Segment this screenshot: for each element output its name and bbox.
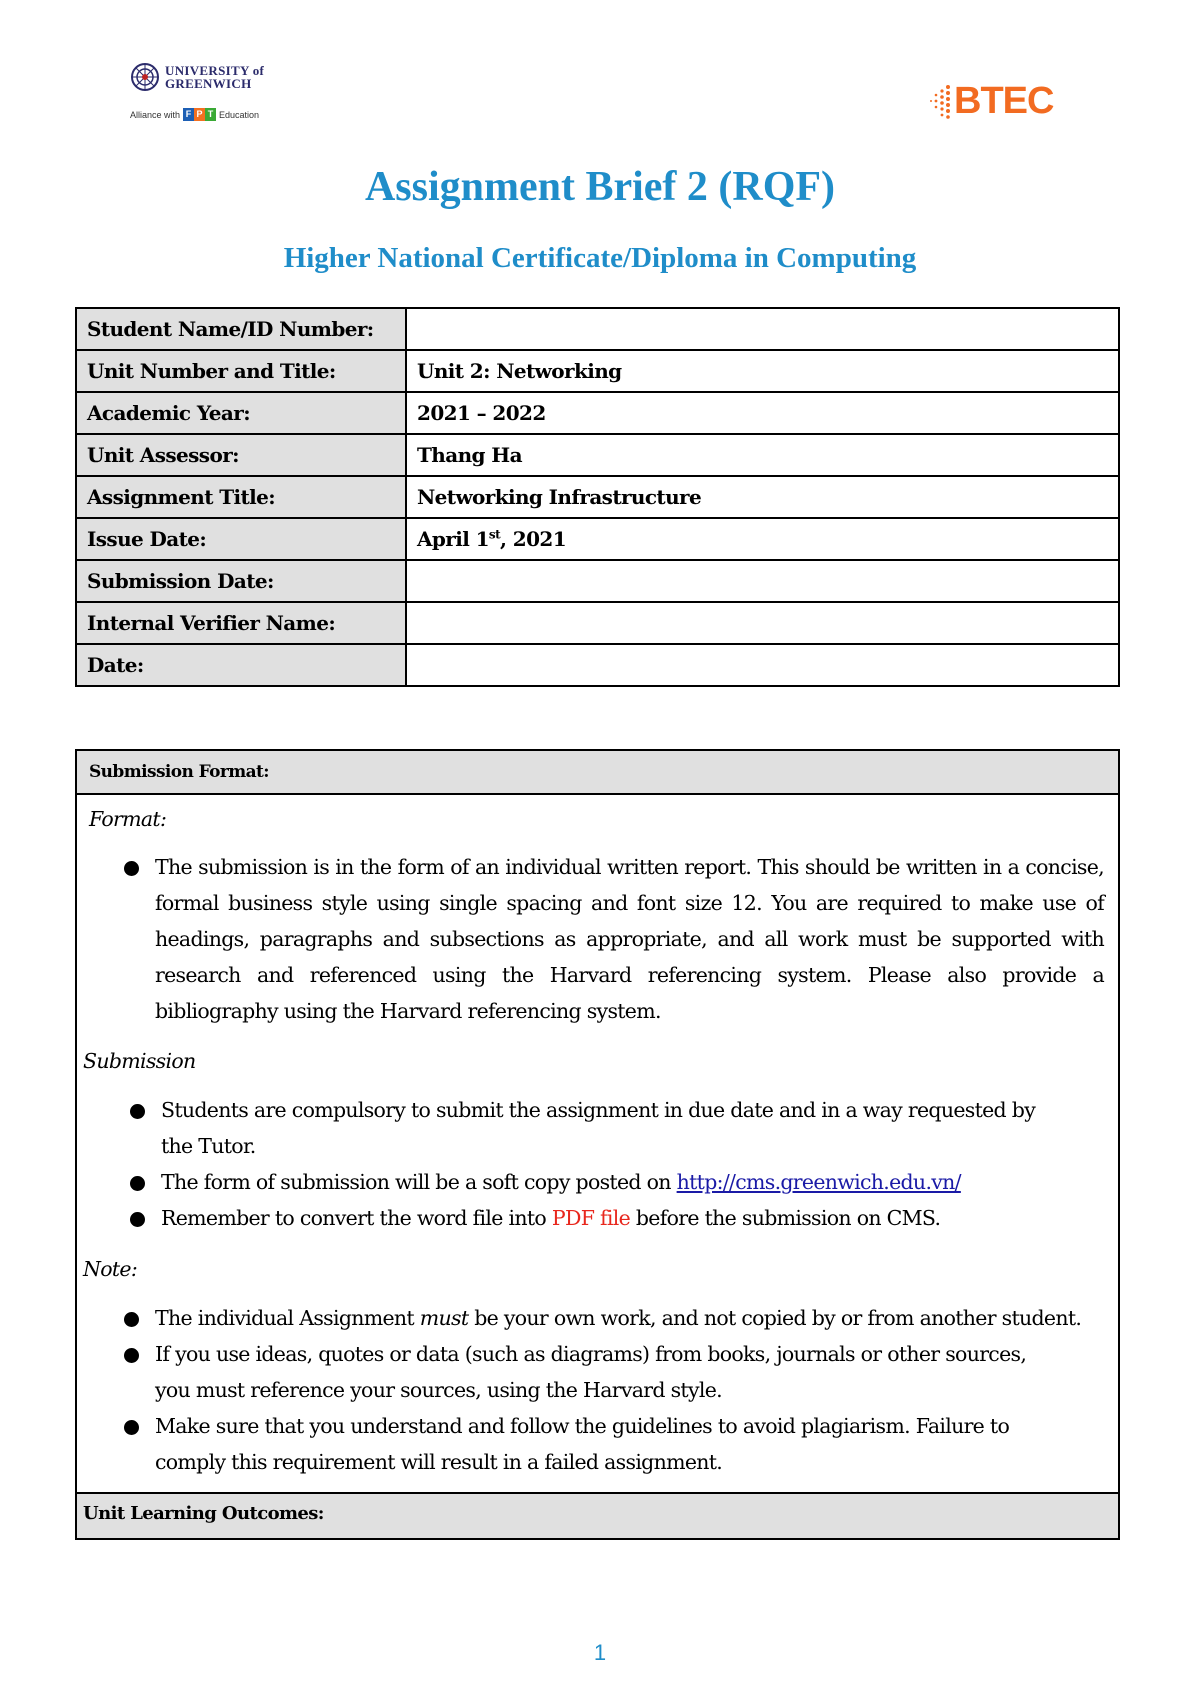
table-row	[76, 350, 1119, 392]
row-label: Submission Date:	[76, 560, 406, 602]
bullet-icon	[124, 861, 139, 876]
table-row	[76, 644, 1119, 686]
fpt-letter-t: T	[205, 108, 216, 121]
row-value: Thang Ha	[406, 434, 1119, 476]
row-label: Academic Year:	[76, 392, 406, 434]
bullet-icon	[124, 1312, 139, 1327]
cms-link[interactable]: http://cms.greenwich.edu.vn/	[676, 1170, 961, 1194]
fpt-letter-p: P	[194, 108, 205, 121]
list-item	[130, 1092, 1050, 1164]
university-greenwich-logo	[130, 62, 280, 132]
table-row	[76, 308, 1119, 350]
btec-wordmark: BTEC	[954, 80, 1054, 122]
note-bullet-text: Make sure that you understand and follow the guidelines to avoid plagiarism. Failure to comply this requirement will result in a failed assignment.	[155, 1414, 1010, 1474]
university-name	[160, 64, 264, 90]
pdf-file-highlight: PDF file	[551, 1206, 631, 1230]
row-value	[406, 644, 1119, 686]
page-number: 1	[593, 1640, 607, 1665]
alliance-prefix: Alliance with	[130, 109, 181, 120]
assignment-info-table	[75, 307, 1120, 687]
unit-learning-outcomes-heading: Unit Learning Outcomes:	[77, 1492, 1118, 1538]
page-subtitle: Higher National Certificate/Diploma in Computing	[283, 242, 917, 274]
convert-suffix: before the submission on CMS.	[630, 1206, 941, 1230]
btec-dots-icon	[928, 83, 954, 119]
alliance-line	[130, 108, 280, 121]
alliance-suffix: Education	[219, 109, 260, 120]
submission-bullet-text: Students are compulsory to submit the assignment in due date and in a way requested by the Tutor.	[161, 1098, 1036, 1158]
bullet-icon	[130, 1176, 145, 1191]
table-row	[76, 560, 1119, 602]
bullet-icon	[130, 1104, 145, 1119]
note-prefix: The individual Assignment	[155, 1306, 420, 1330]
row-value: Unit 2: Networking	[406, 350, 1119, 392]
list-item	[130, 1164, 1090, 1200]
convert-prefix: Remember to convert the word file into	[161, 1206, 552, 1230]
list-item	[124, 1336, 1064, 1408]
table-row	[76, 518, 1119, 560]
row-label: Issue Date:	[76, 518, 406, 560]
row-value	[406, 518, 1119, 560]
bullet-icon	[130, 1212, 145, 1227]
university-name-line1: UNIVERSITY of	[165, 63, 265, 78]
issue-date-year: , 2021	[500, 527, 567, 551]
table-row	[76, 392, 1119, 434]
format-bullet-text: The submission is in the form of an individual written report. This should be written in a concise, formal business style using single spacing and font size 12. You are required to make use of headings, paragraphs and subsections as appropriate, and all work must be supported with research and referenced using the Harvard referencing system. Please also provide a bibliography using the Harvard referencing system.	[155, 855, 1104, 1023]
row-value	[406, 560, 1119, 602]
fpt-letter-f: F	[183, 108, 194, 121]
table-row	[76, 476, 1119, 518]
submission-bullet-text	[161, 1164, 961, 1200]
fpt-logo	[183, 108, 216, 121]
list-item	[124, 1408, 1084, 1480]
submission-bullet-text	[161, 1200, 940, 1236]
submission-heading: Submission	[83, 1049, 196, 1073]
issue-date-suffix: st	[488, 527, 501, 542]
note-bullet-text	[155, 1300, 1081, 1336]
university-name-line2: GREENWICH	[165, 76, 252, 91]
row-label: Unit Number and Title:	[76, 350, 406, 392]
row-value	[406, 602, 1119, 644]
list-item	[124, 849, 1104, 1029]
row-value: Networking Infrastructure	[406, 476, 1119, 518]
row-label: Student Name/ID Number:	[76, 308, 406, 350]
list-item	[130, 1200, 1090, 1236]
table-row	[76, 434, 1119, 476]
row-label: Internal Verifier Name:	[76, 602, 406, 644]
page-title: Assignment Brief 2 (RQF)	[364, 164, 836, 210]
note-suffix: be your own work, and not copied by or from another student.	[468, 1306, 1082, 1330]
issue-date-main: April 1	[417, 527, 489, 551]
table-row	[76, 602, 1119, 644]
submission-format-heading: Submission Format:	[77, 751, 1118, 795]
note-heading: Note:	[83, 1257, 138, 1281]
list-item	[124, 1300, 1104, 1336]
row-label: Assignment Title:	[76, 476, 406, 518]
university-crest-icon	[130, 62, 160, 92]
submission-bullet-prefix: The form of submission will be a soft copy posted on	[161, 1170, 677, 1194]
btec-logo	[928, 80, 1053, 122]
note-emphasis: must	[419, 1306, 469, 1330]
bullet-icon	[124, 1348, 139, 1363]
note-bullet-text: If you use ideas, quotes or data (such as diagrams) from books, journals or other sources, you must reference your sources, using the Harvard style.	[155, 1342, 1027, 1402]
row-label: Date:	[76, 644, 406, 686]
row-value: 2021 – 2022	[406, 392, 1119, 434]
format-heading: Format:	[89, 807, 167, 831]
row-value	[406, 308, 1119, 350]
row-label: Unit Assessor:	[76, 434, 406, 476]
submission-format-box	[75, 749, 1120, 1540]
bullet-icon	[124, 1420, 139, 1435]
